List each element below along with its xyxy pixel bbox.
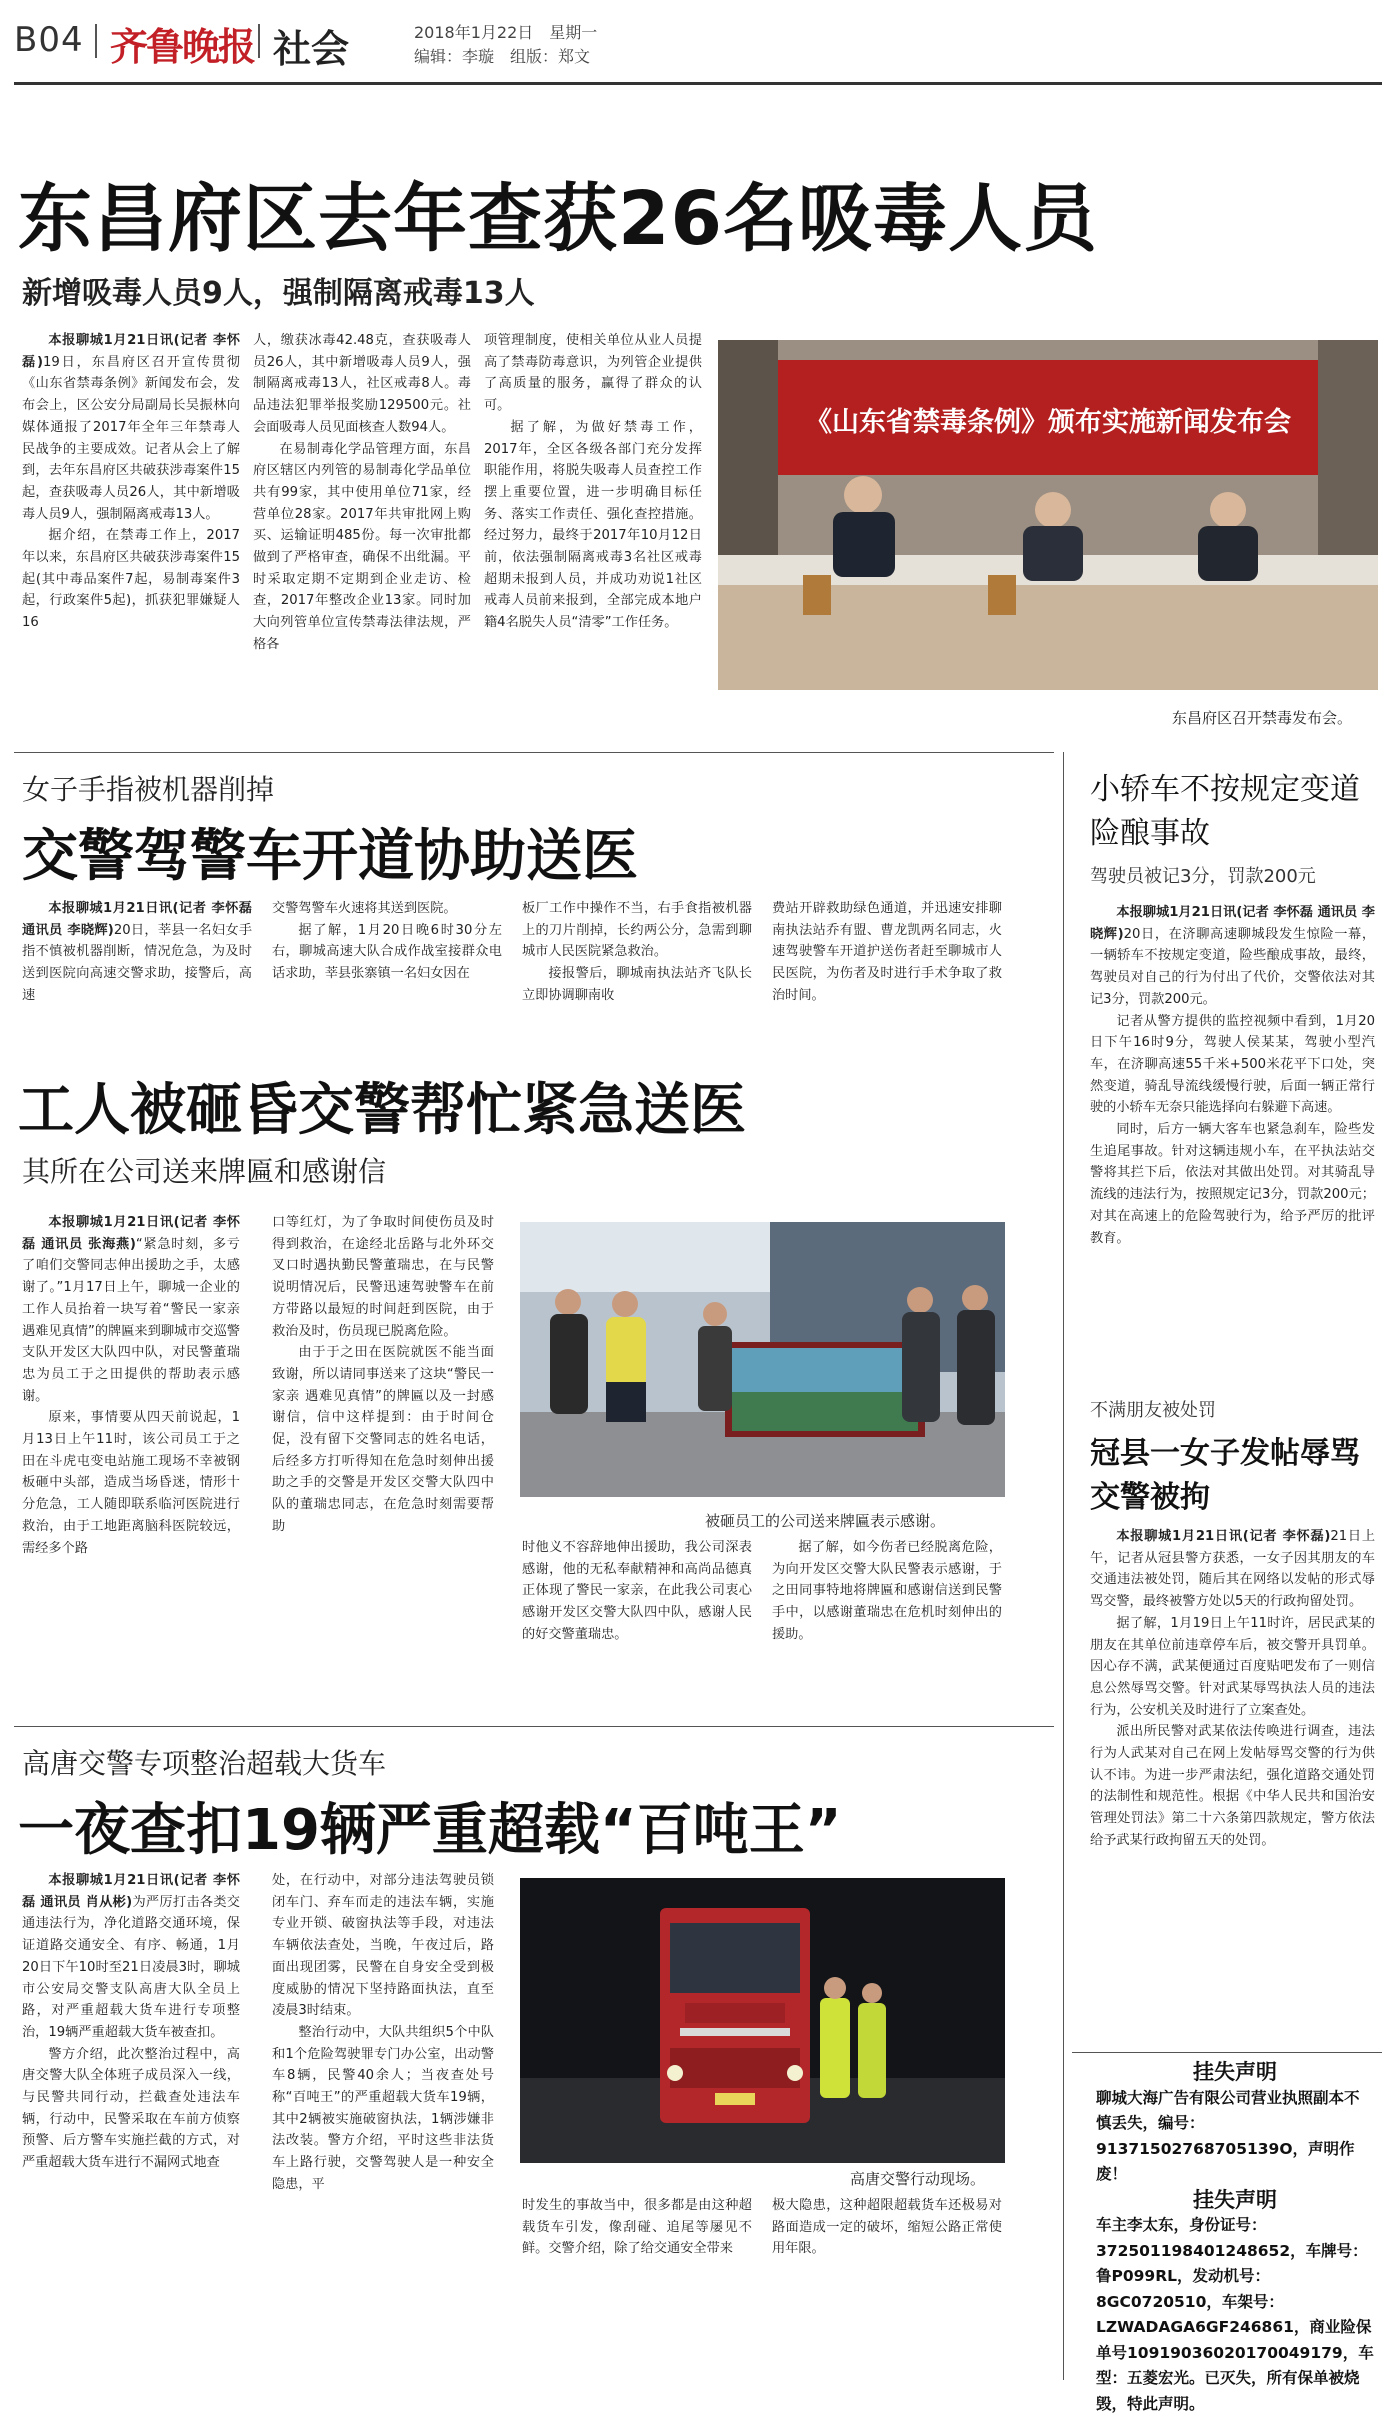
- side2-headline: 冠县一女子发帖辱骂交警被拘: [1090, 1436, 1360, 1515]
- section-name: 社会: [273, 27, 350, 71]
- article2-column-1: 本报聊城1月21日讯(记者 李怀磊 通讯员 李晓辉)20日，莘县一名妇女手指不慎被机器削断，情况危急，为及时送到医院向高速交警求助，接警后，高速: [22, 901, 253, 1003]
- lost-notices: [1096, 2060, 1374, 2413]
- article3-kicker: 其所在公司送来牌匾和感谢信: [22, 1155, 387, 1188]
- press-banner-text: 《山东省禁毒条例》颁布实施新闻发布会: [805, 407, 1291, 438]
- article2-byline: 本报聊城1月21日讯(记者 李怀磊 通讯员 李晓辉): [22, 901, 252, 938]
- article4-column-1: 本报聊城1月21日讯(记者 李怀磊 通讯员 肖从彬)为严厉打击各类交通违法行为，净化道路交通环境，保证道路交通安全、有序、畅通，1月20日下午10时至21日凌晨3时，聊城市公安局交警支队高唐大队全员上路，对严重超载大货车进行专项整治，19辆严重超载大货车被查扣。 警方介绍，此次整治过程中，高唐交警大队全体班子成员深入一线，与民警共同行动，拦截查处违法车辆，行动中，民警采取在车前方侦察预警、后方警车实施拦截的方式，对严重超载大货车进行不漏网式地查: [22, 1873, 240, 2171]
- article3-byline: 本报聊城1月21日讯(记者 李怀磊 通讯员 张海燕): [22, 1215, 240, 1252]
- article3-column-2: 口等红灯，为了争取时间使伤员及时得到救治，在途经北岳路与北外环交叉口时遇执勤民警董瑞忠，在与民警说明情况后，民警迅速驾驶警车在前方带路以最短的时间赶到医院，由于救治及时，伤员现已脱离危险。 由于于之田在医院就医不能当面致谢，所以请同事送来了这块“警民一家亲 遇难见真情”的牌匾以及一封感谢信，信中这样提到：由于时间仓促，没有留下交警同志的姓名电话，后经多方打听得知在危急时刻伸出援助之手的交警是开发区交警大队四中队的董瑞忠同志，在危急时刻需要帮助: [272, 1215, 494, 1534]
- article1-byline: 本报聊城1月21日讯(记者 李怀磊): [22, 333, 240, 370]
- header-rule: [14, 82, 1382, 85]
- article2-kicker: 女子手指被机器削掉: [22, 773, 275, 806]
- article1-column-1: 本报聊城1月21日讯(记者 李怀磊)19日，东昌府区召开宣传贯彻《山东省禁毒条例》新闻发布会，发布会上，区公安分局副局长吴振林向媒体通报了2017年全年三年禁毒人民战争的主要成效。记者从会上了解到，去年东昌府区共破获涉毒案件15起，查获吸毒人员26人，其中新增吸毒人员9人，强制隔离戒毒13人。 据介绍，在禁毒工作上，2017年以来，东昌府区共破获涉毒案件15起(其中毒品案件7起，易制毒案件3起，行政案件5起)，抓获犯罪嫌疑人16: [22, 333, 240, 631]
- side1-body: 本报聊城1月21日讯(记者 李怀磊 通讯员 李晓辉)20日，在济聊高速聊城段发生惊险一幕，一辆轿车不按规定变道，险些酿成事故，最终，驾驶员对自己的行为付出了代价，交警依法对其记3分，罚款200元。 记者从警方提供的监控视频中看到，1月20日下午16时9分，驾驶人侯某某，驾驶小型汽车，在济聊高速55千米+500米花平下口处，突然变道，骑乱导流线缓慢行驶，后面一辆正常行驶的小轿车无奈只能选择向右躲避下高速。 同时，后方一辆大客车也紧急刹车，险些发生追尾事故。针对这辆违规小车，在平执法站交警将其拦下后，依法对其做出处罚。对其骑乱导流线的违法行为，按照规定记3分，罚款200元；对其在高速上的危险驾驶行为，给予严厉的批评教育。: [1090, 905, 1376, 1246]
- divider: [95, 24, 97, 58]
- press-conference-photo: [718, 340, 1378, 690]
- article1-column-3: 项管理制度，使相关单位从业人员提高了禁毒防毒意识，为列管企业提供了高质量的服务，赢得了群众的认可。 据了解，为做好禁毒工作，2017年，全区各级各部门充分发挥职能作用，将脱失吸毒人员查控工作摆上重要位置，进一步明确目标任务、落实工作责任、强化查控措施。经过努力，最终于2017年10月12日前，依法强制隔离戒毒3名社区戒毒超期未报到人员，并成功劝说1社区戒毒人员前来报到，全部完成本地户籍4名脱失人员“清零”工作任务。: [484, 333, 702, 631]
- article3-column-1: 本报聊城1月21日讯(记者 李怀磊 通讯员 张海燕)“紧急时刻，多亏了咱们交警同志伸出援助之手，太感谢了。”1月17日上午，聊城一企业的工作人员抬着一块写着“警民一家亲 遇难见真情”的牌匾来到聊城市交巡警支队开发区大队四中队，对民警董瑞忠为员工于之田提供的帮助表示感谢。 原来，事情要从四天前说起，1月13日上午11时，该公司员工于之田在斗虎屯变电站施工现场不幸被钢板砸中头部，造成当场昏迷，情形十分危急，工人随即联系临河医院进行救治，由于工地距离脑科医院较远，需经多个路: [22, 1215, 240, 1556]
- article4-column-2: 处，在行动中，对部分违法驾驶员锁闭车门、弃车而走的违法车辆，实施专业开锁、破窗执法等手段，对违法车辆依法查处，当晚，午夜过后，路面出现团雾，民警在自身安全受到极度威胁的情况下坚持路面执法，直至凌晨3时结束。 整治行动中，大队共组织5个中队和1个危险驾驶罪专门办公室，出动警车8辆，民警40余人；当夜查处号称“百吨王”的严重超载大货车19辆，其中2辆被实施破窗执法，1辆涉嫌非法改装。警方介绍，平时这些非法货车上路行驶，交警驾驶人是一种安全隐患，平: [272, 1873, 494, 2192]
- article1-subheadline: 新增吸毒人员9人，强制隔离戒毒13人: [22, 276, 535, 311]
- notice2-title: 挂失声明: [1193, 2187, 1277, 2212]
- article4-headline: 一夜查扣19辆严重超载“百吨王”: [18, 1798, 842, 1863]
- article2-headline: 交警驾警车开道协助送医: [22, 824, 638, 889]
- side1-headline: 小轿车不按规定变道险酿事故: [1090, 772, 1360, 851]
- article3-headline: 工人被砸昏交警帮忙紧急送医: [18, 1078, 746, 1143]
- notice1-text: 聊城大海广告有限公司营业执照副本不慎丢失，编号：91371502768705139O，声明作废！: [1096, 2088, 1360, 2183]
- side2-kicker: 不满朋友被处罚: [1090, 1400, 1216, 1421]
- notice1-title: 挂失声明: [1193, 2060, 1277, 2084]
- notice2-text: 车主李太东，身份证号：372501198401248652，车牌号：鲁P099RL，发动机号：8GC0720510，车架号：LZWADAGA6GF246861，商业险保单号109190360201700491​79，车型：五菱宏光。已灭失，所有保单被烧毁，特此声明。: [1096, 2216, 1374, 2413]
- article2-column-4: 费站开辟救助绿色通道，并迅速安排聊南执法站乔有盟、曹龙凯两名同志，火速驾驶警车开道护送伤者赶至聊城市人民医院，为伤者及时进行手术争取了救治时间。: [772, 901, 1002, 1003]
- side1-kicker: 驾驶员被记3分，罚款200元: [1090, 866, 1316, 887]
- divider: [1063, 752, 1064, 2380]
- night-truck-inspection-photo: [520, 1878, 1005, 2163]
- divider: [1072, 2052, 1382, 2053]
- article3-column-4: 据了解，如今伤者已经脱离危险，为向开发区交警大队民警表示感谢，于之田同事特地将牌匾和感谢信送到民警手中，以感谢董瑞忠在危机时刻伸出的援助。: [772, 1540, 1002, 1642]
- article3-photo: [520, 1222, 1005, 1497]
- article4-column-3: 时发生的事故当中，很多都是由这种超载货车引发，像刮碰、追尾等屡见不鲜。交警介绍，除了给交通安全带来: [522, 2198, 752, 2257]
- article1-caption: 东昌府区召开禁毒发布会。: [1172, 709, 1353, 727]
- divider: [14, 752, 1054, 753]
- article1-photo: [718, 340, 1378, 690]
- side2-byline: 本报聊城1月21日讯(记者 李怀磊): [1116, 1529, 1331, 1544]
- article3-caption: 被砸员工的公司送来牌匾表示感谢。: [705, 1512, 946, 1530]
- article2-column-3: 板厂工作中操作不当，右手食指被机器上的刀片削掉，长约两公分，急需到聊城市人民医院紧急救治。 接报警后，聊城南执法站齐飞队长立即协调聊南收: [522, 901, 752, 1003]
- article1-headline: 东昌府区去年查获26名吸毒人员: [18, 176, 1098, 262]
- article3-column-3: 时他义不容辞地伸出援助，我公司深表感谢，他的无私奉献精神和高尚品德真正体现了警民一家亲，在此我公司衷心感谢开发区交警大队四中队，感谢人民的好交警董瑞忠。: [522, 1540, 752, 1642]
- article4-byline: 本报聊城1月21日讯(记者 李怀磊 通讯员 肖从彬): [22, 1873, 240, 1910]
- article1-column-2: 人，缴获冰毒42.48克，查获吸毒人员26人，其中新增吸毒人员9人，强制隔离戒毒13人，社区戒毒8人。毒品违法犯罪举报奖励129500元。社会面吸毒人员见面核查人数94人。 在易制毒化学品管理方面，东昌府区辖区内列管的易制毒化学品单位共有99家，其中使用单位71家，经营单位28家。2017年共审批网上购买、运输证明485份。每一次审批都做到了严格审查，确保不出纰漏。平时采取定期不定期到企业走访、检查，2017年整改企业13家。同时加大向列管单位宣传禁毒法律法规，严格各: [253, 333, 471, 652]
- editor-credits: 编辑：李璇 组版：郑文: [414, 47, 591, 66]
- plaque-presentation-photo: [520, 1222, 1005, 1497]
- article4-kicker: 高唐交警专项整治超载大货车: [22, 1747, 387, 1780]
- newspaper-logo: 齐鲁晚报: [110, 24, 255, 69]
- divider: [258, 24, 260, 58]
- article4-photo: [520, 1878, 1005, 2163]
- page-number: B04: [14, 20, 84, 60]
- side2-body: 本报聊城1月21日讯(记者 李怀磊)21日上午，记者从冠县警方获悉，一女子因其朋友的车交通违法被处罚，随后其在网络以发帖的形式辱骂交警，最终被警方处以5天的行政拘留处罚。 据了解，1月19日上午11时许，居民武某的朋友在其单位前违章停车后，被交警开具罚单。因心存不满，武某便通过百度贴吧发布了一则信息公然辱骂交警。针对武某辱骂执法人员的违法行为，公安机关及时进行了立案查处。 派出所民警对武某依法传唤进行调查，违法行为人武某对自己在网上发帖辱骂交警的行为供认不讳。为进一步严肃法纪，强化道路交通处罚的法制性和规范性。根据《中华人民共和国治安管理处罚法》第二十六条第四款规定，警方依法给予武某行政拘留五天的处罚。: [1090, 1529, 1376, 1848]
- article2-column-2: 交警驾警车火速将其送到医院。 据了解，1月20日晚6时30分左右，聊城高速大队合成作战室接群众电话求助，莘县张寨镇一名妇女因在: [272, 901, 502, 982]
- side1-byline: 本报聊城1月21日讯(记者 李怀磊 通讯员 李晓辉): [1090, 905, 1375, 942]
- article4-caption: 高唐交警行动现场。: [850, 2170, 986, 2188]
- issue-date: 2018年1月22日 星期一: [414, 23, 598, 42]
- divider: [14, 1726, 1054, 1727]
- article4-column-4: 极大隐患，这种超限超载货车还极易对路面造成一定的破坏，缩短公路正常使用年限。: [772, 2198, 1002, 2257]
